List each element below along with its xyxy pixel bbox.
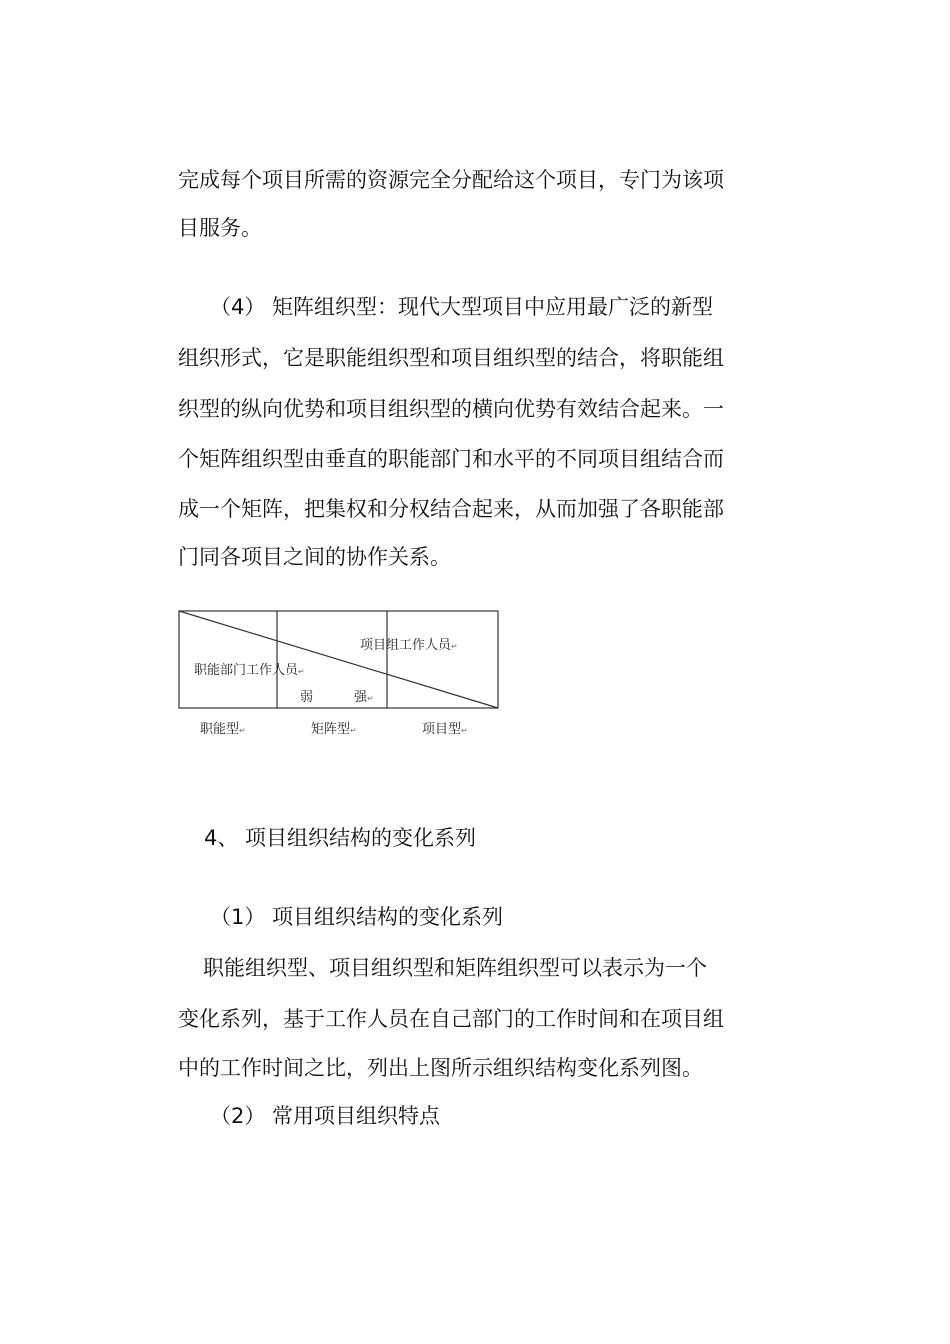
paragraph-line: 个矩阵组织型由垂直的职能部门和水平的不同项目组结合而: [178, 447, 724, 471]
paragraph-line: 变化系列，基于工作人员在自己部门的工作时间和在项目组: [178, 1007, 724, 1031]
functional-staff-label: 职能部门工作人员↵: [194, 663, 305, 678]
diagonal-line: [179, 611, 498, 708]
project-staff-label: 项目组工作人员↵: [360, 638, 458, 653]
paragraph-line: 目服务。: [178, 216, 262, 240]
paragraph-line: 成一个矩阵，把集权和分权结合起来，从而加强了各职能部: [178, 497, 724, 521]
subsection-heading-1: （1） 项目组织结构的变化系列: [210, 905, 504, 929]
organization-series-figure: [178, 608, 500, 743]
category-project: 项目型↵: [422, 722, 468, 737]
organization-series-diagram: [178, 608, 500, 743]
paragraph-line: 中的工作时间之比，列出上图所示组织结构变化系列图。: [178, 1056, 703, 1080]
paragraph-line: 完成每个项目所需的资源完全分配给这个项目，专门为该项: [178, 168, 724, 192]
paragraph-line: 门同各项目之间的协作关系。: [178, 545, 451, 569]
paragraph-line: 职能组织型、项目组织型和矩阵组织型可以表示为一个: [203, 956, 707, 980]
paragraph-line: 组织形式，它是职能组织型和项目组织型的结合，将职能组: [178, 346, 724, 370]
paragraph-line: 织型的纵向优势和项目组织型的横向优势有效结合起来。一: [178, 397, 724, 421]
weak-label: 弱: [300, 690, 314, 705]
strong-label: 强↵: [354, 690, 374, 705]
category-matrix: 矩阵型↵: [311, 722, 357, 737]
section-heading-4: 4、 项目组织结构的变化系列: [204, 826, 477, 850]
subsection-heading-2: （2） 常用项目组织特点: [210, 1104, 441, 1128]
section-heading-matrix: （4） 矩阵组织型：现代大型项目中应用最广泛的新型: [210, 295, 714, 319]
category-functional: 职能型↵: [200, 722, 246, 737]
